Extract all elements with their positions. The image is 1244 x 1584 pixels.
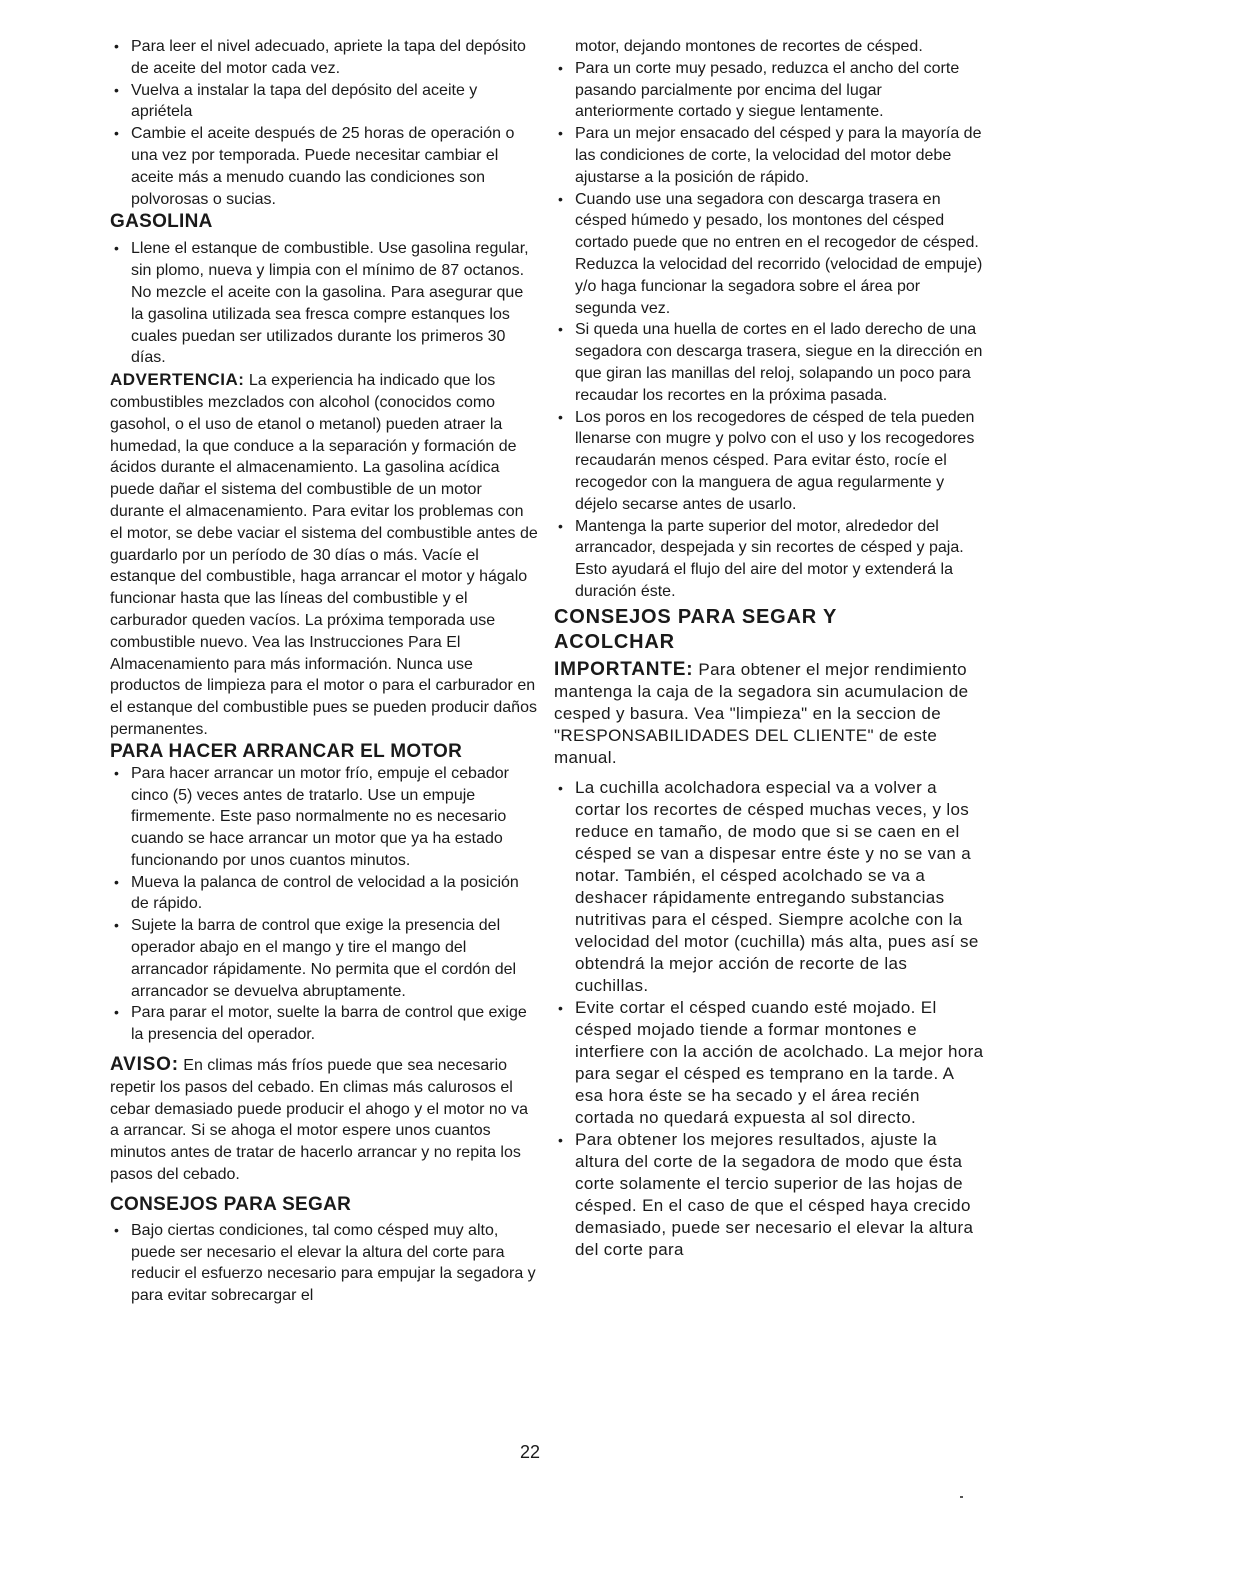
gasolina-heading: GASOLINA [110, 211, 213, 233]
list-item: • Mueva la palanca de control de velocidad a la posición de rápido. [110, 872, 540, 916]
list-item: • Sujete la barra de control que exige la presencia del operador abajo en el mango y tire el mango del arrancador rápidamente. No permita que el cordón del arrancador se devuelva abruptamente. [110, 915, 540, 1002]
page-number: 22 [520, 1442, 541, 1462]
notice-paragraph [110, 1054, 540, 1186]
list-item: • Para obtener los mejores resultados, ajuste la altura del corte de la segadora de modo que ésta corte solamente el tercio superior de las hojas de césped. En el caso de que el césped haya crecido demasiado, puede ser necesario el elevar la altura del corte para [554, 1129, 984, 1261]
continuation-text: motor, dejando montones de recortes de césped. [575, 38, 923, 55]
list-item: • Vuelva a instalar la tapa del depósito del aceite y apriétela [110, 80, 540, 124]
right-column [554, 36, 984, 1261]
arrancar-bullets [110, 763, 540, 1046]
important-paragraph [554, 659, 984, 769]
acolchar-heading: CONSEJOS PARA SEGAR Y ACOLCHAR [554, 605, 837, 653]
segar-tips-bullets [554, 58, 984, 603]
oil-bullets [110, 36, 540, 210]
list-item: • Los poros en los recogedores de césped de tela pueden llenarse con mugre y polvo con el uso y los recogedores recaudarán menos césped. Para evitar ésto, rocíe el recogedor con la manguera de agua regularmente y déjelo secarse antes de usarlo. [554, 407, 984, 516]
warning-text: La experiencia ha indicado que los combustibles mezclados con alcohol (conocidos como gasohol, o el uso de etanol o metanol) pueden atraer la humedad, la que conduce a la separación y formación de ácidos durante el almacenamiento. La gasolina acídica puede dañar el sistema del combustible de un motor durante el almacenamiento. Para evitar los problemas con el motor, se debe vaciar el sistema del combustible antes de guardarlo por un período de 30 días o más. Vacíe el estanque del combustible, haga arrancar el motor y hágalo funcionar hasta que las líneas del combustible y el carburador queden vacíos. La próxima temporada use combustible nuevo. Vea las Instrucciones Para El Almacenamiento para más información. Nunca use productos de limpieza para el motor o para el carburador en el estanque del combustible pues se pueden producir daños permanentes. [110, 372, 538, 738]
list-item: • Para hacer arrancar un motor frío, empuje el cebador cinco (5) veces antes de tratarlo. Use un empuje firmemente. Este paso normalmente no es necesario cuando se hace arrancar un motor que ya ha estado funcionando por unos cuantos minutos. [110, 763, 540, 872]
list-item: • Evite cortar el césped cuando esté mojado. El césped mojado tiende a formar montones e interfiere con la acción de acolchado. La mejor hora para segar el césped es temprano en la tarde. A esa hora éste se ha secado y el área recién cortada no quedará expuesta al sol directo. [554, 997, 984, 1129]
segar-heading: CONSEJOS PARA SEGAR [110, 1193, 352, 1215]
warning-paragraph [110, 369, 540, 741]
gasolina-bullets [110, 238, 540, 369]
list-item: • Para un corte muy pesado, reduzca el ancho del corte pasando parcialmente por encima del lugar anteriormente cortado y siegue lentamente. [554, 58, 984, 123]
important-label: IMPORTANTE: [554, 658, 694, 680]
list-item: • Mantenga la parte superior del motor, alrededor del arrancador, despejada y sin recortes de césped y paja. Esto ayudará el flujo del aire del motor y extenderá la duración éste. [554, 516, 984, 603]
list-item: • Cambie el aceite después de 25 horas de operación o una vez por temporada. Puede necesitar cambiar el aceite más a menudo cuando las condiciones son polvorosas o sucias. [110, 123, 540, 210]
list-item: • La cuchilla acolchadora especial va a volver a cortar los recortes de césped muchas veces, y los reduce en tamaño, de modo que si se caen en el césped se van a dispesar entre éste y no se van a notar. También, el césped acolchado se va a deshacer rápidamente entregando substancias nutritivas para el césped. Siempre acolche con la velocidad del motor (cuchilla) más alta, pues así se obtendrá la mejor acción de recorte de las cuchillas. [554, 777, 984, 997]
list-item: • Para un mejor ensacado del césped y para la mayoría de las condiciones de corte, la velocidad del motor debe ajustarse a la posición de rápido. [554, 123, 984, 188]
list-item: • Para parar el motor, suelte la barra de control que exige la presencia del operador. [110, 1002, 540, 1046]
scan-speck [960, 1496, 963, 1498]
notice-label: AVISO: [110, 1054, 179, 1076]
list-item: • Cuando use una segadora con descarga trasera en césped húmedo y pesado, los montones del césped cortado puede que no entren en el recogedor de césped. Reduzca la velocidad del recorrido (velocidad de empuje) y/o haga funcionar la segadora sobre el área por segunda vez. [554, 189, 984, 320]
list-item: • Si queda una huella de cortes en el lado derecho de una segadora con descarga trasera, siegue en la dirección en que giran las manillas del reloj, solapando un poco para recaudar los recortes en la próxima pasada. [554, 319, 984, 406]
segar-bullets [110, 1220, 540, 1307]
list-item: • Bajo ciertas condiciones, tal como césped muy alto, puede ser necesario el elevar la altura del corte para reducir el esfuerzo necesario para empujar la segadora y para evitar sobrecargar el [110, 1220, 540, 1307]
warning-label: ADVERTENCIA: [110, 370, 245, 390]
notice-text: En climas más fríos puede que sea necesario repetir los pasos del cebado. En climas más calurosos el cebar demasiado puede producir el ahogo y el motor no va a arrancar. Si se ahoga el motor espere unos cuantos minutos antes de tratar de hacerlo arrancar y no repita los pasos del cebado. [110, 1057, 529, 1184]
arrancar-heading: PARA HACER ARRANCAR EL MOTOR [110, 740, 463, 762]
list-item: • Llene el estanque de combustible. Use gasolina regular, sin plomo, nueva y limpia con el mínimo de 87 octanos. No mezcle el aceite con la gasolina. Para asegurar que la gasolina utilizada sea fresca compre estanques los cuales puedan ser utilizados durante los primeros 30 días. [110, 238, 540, 369]
left-column [110, 36, 540, 1307]
important-text: Para obtener el mejor rendimiento mantenga la caja de la segadora sin acumulacion de cesped y basura. Vea "limpieza" en la seccion de "RESPONSABILIDADES DEL CLIENTE" de este manual. [554, 659, 969, 767]
list-item: • Para leer el nivel adecuado, apriete la tapa del depósito de aceite del motor cada vez. [110, 36, 540, 80]
acolchar-bullets [554, 777, 984, 1261]
